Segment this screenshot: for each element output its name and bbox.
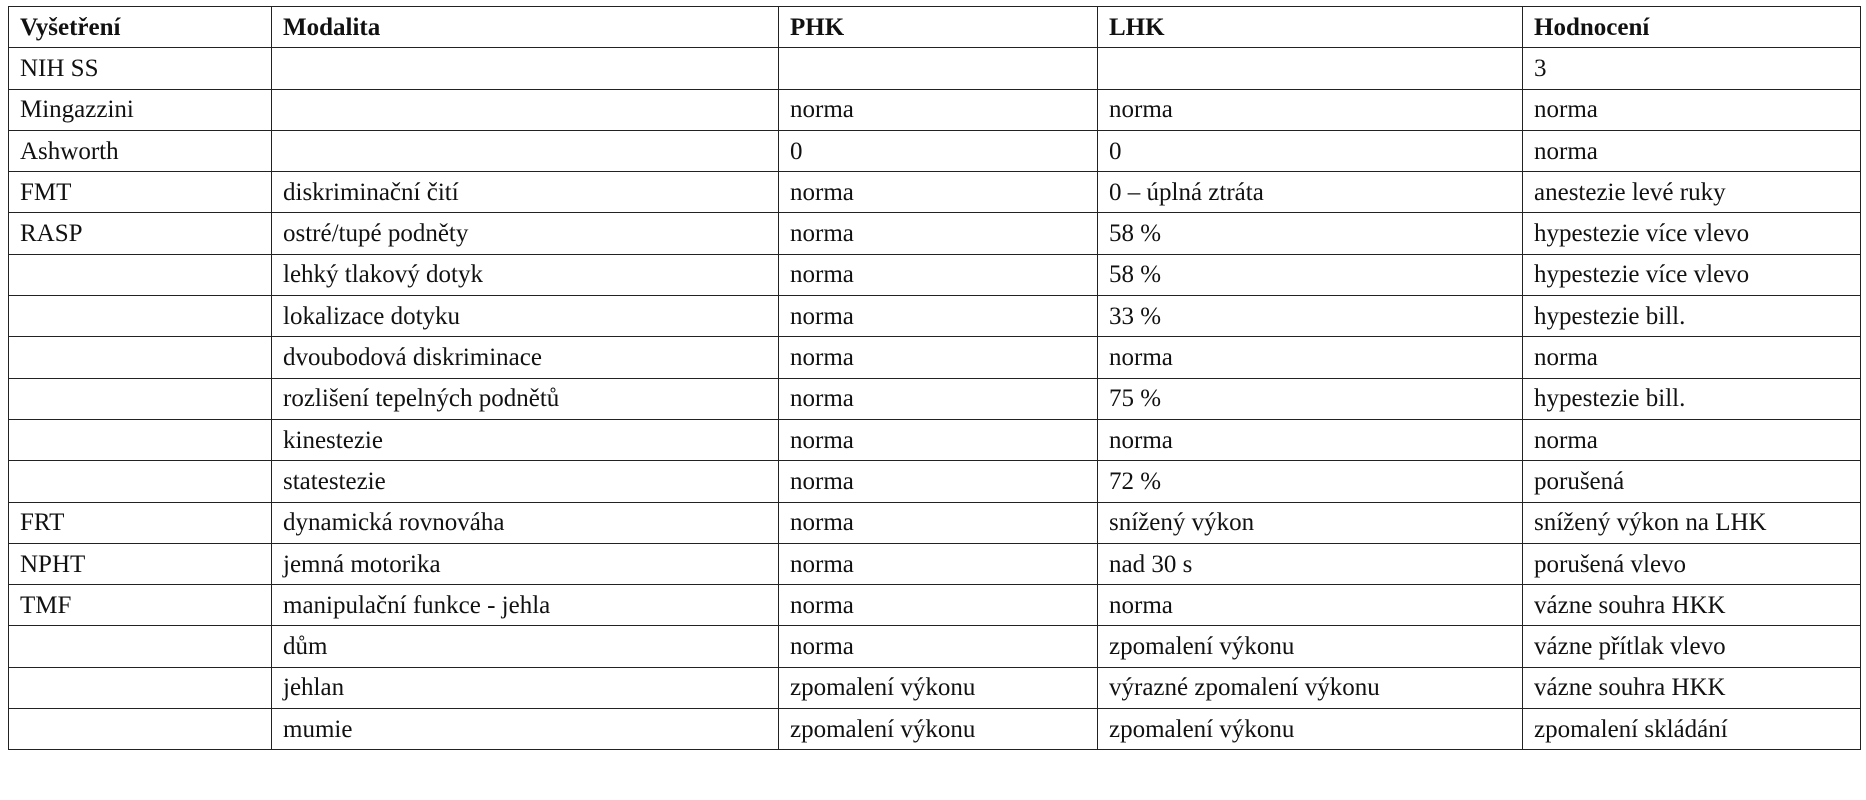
cell-vysetreni: Ashworth	[9, 130, 272, 171]
table-header-row	[9, 7, 1861, 48]
cell-hodnoceni: norma	[1523, 89, 1861, 130]
cell-lhk: zpomalení výkonu	[1098, 626, 1523, 667]
cell-phk: 0	[779, 130, 1098, 171]
cell-lhk: nad 30 s	[1098, 543, 1523, 584]
cell-phk: norma	[779, 585, 1098, 626]
table-row	[9, 337, 1861, 378]
table-row	[9, 419, 1861, 460]
table-row	[9, 296, 1861, 337]
cell-vysetreni: NPHT	[9, 543, 272, 584]
cell-vysetreni: FMT	[9, 172, 272, 213]
cell-modalita: kinestezie	[272, 419, 779, 460]
cell-vysetreni	[9, 254, 272, 295]
cell-hodnoceni: snížený výkon na LHK	[1523, 502, 1861, 543]
cell-vysetreni: RASP	[9, 213, 272, 254]
cell-lhk: 0	[1098, 130, 1523, 171]
cell-lhk: norma	[1098, 419, 1523, 460]
cell-lhk: norma	[1098, 337, 1523, 378]
cell-phk: norma	[779, 254, 1098, 295]
cell-lhk	[1098, 48, 1523, 89]
cell-phk: norma	[779, 378, 1098, 419]
column-header-vysetreni: Vyšetření	[9, 7, 272, 48]
cell-modalita: jemná motorika	[272, 543, 779, 584]
cell-phk: norma	[779, 419, 1098, 460]
cell-lhk: norma	[1098, 585, 1523, 626]
cell-vysetreni	[9, 667, 272, 708]
cell-phk: norma	[779, 502, 1098, 543]
cell-modalita: dynamická rovnováha	[272, 502, 779, 543]
cell-modalita: dvoubodová diskriminace	[272, 337, 779, 378]
cell-modalita: ostré/tupé podněty	[272, 213, 779, 254]
column-header-modalita: Modalita	[272, 7, 779, 48]
column-header-lhk: LHK	[1098, 7, 1523, 48]
cell-hodnoceni: vázne přítlak vlevo	[1523, 626, 1861, 667]
cell-lhk: 0 – úplná ztráta	[1098, 172, 1523, 213]
cell-modalita: lehký tlakový dotyk	[272, 254, 779, 295]
cell-phk: norma	[779, 172, 1098, 213]
cell-modalita: jehlan	[272, 667, 779, 708]
cell-vysetreni: FRT	[9, 502, 272, 543]
cell-phk: norma	[779, 461, 1098, 502]
cell-vysetreni	[9, 419, 272, 460]
cell-phk: norma	[779, 626, 1098, 667]
cell-vysetreni: Mingazzini	[9, 89, 272, 130]
examination-table-container	[8, 6, 1860, 750]
cell-modalita	[272, 89, 779, 130]
cell-lhk: výrazné zpomalení výkonu	[1098, 667, 1523, 708]
cell-lhk: 75 %	[1098, 378, 1523, 419]
cell-vysetreni	[9, 461, 272, 502]
table-row	[9, 585, 1861, 626]
cell-vysetreni	[9, 296, 272, 337]
cell-vysetreni: NIH SS	[9, 48, 272, 89]
cell-hodnoceni: hypestezie více vlevo	[1523, 213, 1861, 254]
cell-phk: norma	[779, 213, 1098, 254]
column-header-hodnoceni: Hodnocení	[1523, 7, 1861, 48]
cell-vysetreni	[9, 337, 272, 378]
cell-modalita: manipulační funkce - jehla	[272, 585, 779, 626]
cell-hodnoceni: norma	[1523, 337, 1861, 378]
cell-hodnoceni: porušená	[1523, 461, 1861, 502]
cell-modalita: lokalizace dotyku	[272, 296, 779, 337]
cell-lhk: 33 %	[1098, 296, 1523, 337]
table-row	[9, 709, 1861, 750]
cell-lhk: norma	[1098, 89, 1523, 130]
cell-hodnoceni: hypestezie bill.	[1523, 296, 1861, 337]
cell-modalita: diskriminační čití	[272, 172, 779, 213]
table-row	[9, 89, 1861, 130]
table-row	[9, 48, 1861, 89]
cell-lhk: zpomalení výkonu	[1098, 709, 1523, 750]
cell-hodnoceni: 3	[1523, 48, 1861, 89]
table-row	[9, 667, 1861, 708]
table-row	[9, 626, 1861, 667]
cell-modalita	[272, 130, 779, 171]
cell-hodnoceni: hypestezie bill.	[1523, 378, 1861, 419]
cell-lhk: snížený výkon	[1098, 502, 1523, 543]
table-row	[9, 461, 1861, 502]
cell-phk: norma	[779, 89, 1098, 130]
cell-vysetreni: TMF	[9, 585, 272, 626]
examination-results-table	[8, 6, 1861, 750]
cell-vysetreni	[9, 626, 272, 667]
cell-modalita: statestezie	[272, 461, 779, 502]
table-row	[9, 254, 1861, 295]
table-row	[9, 130, 1861, 171]
table-row	[9, 543, 1861, 584]
cell-hodnoceni: norma	[1523, 419, 1861, 460]
cell-lhk: 58 %	[1098, 254, 1523, 295]
table-row	[9, 502, 1861, 543]
cell-phk	[779, 48, 1098, 89]
cell-hodnoceni: anestezie levé ruky	[1523, 172, 1861, 213]
cell-hodnoceni: vázne souhra HKK	[1523, 585, 1861, 626]
cell-hodnoceni: porušená vlevo	[1523, 543, 1861, 584]
cell-lhk: 72 %	[1098, 461, 1523, 502]
cell-vysetreni	[9, 709, 272, 750]
table-row	[9, 213, 1861, 254]
table-row	[9, 378, 1861, 419]
cell-phk: norma	[779, 337, 1098, 378]
table-row	[9, 172, 1861, 213]
cell-modalita: dům	[272, 626, 779, 667]
cell-lhk: 58 %	[1098, 213, 1523, 254]
cell-phk: norma	[779, 543, 1098, 584]
cell-phk: zpomalení výkonu	[779, 709, 1098, 750]
cell-phk: zpomalení výkonu	[779, 667, 1098, 708]
cell-modalita: mumie	[272, 709, 779, 750]
cell-hodnoceni: hypestezie více vlevo	[1523, 254, 1861, 295]
cell-modalita: rozlišení tepelných podnětů	[272, 378, 779, 419]
cell-vysetreni	[9, 378, 272, 419]
cell-hodnoceni: norma	[1523, 130, 1861, 171]
cell-modalita	[272, 48, 779, 89]
cell-hodnoceni: vázne souhra HKK	[1523, 667, 1861, 708]
cell-phk: norma	[779, 296, 1098, 337]
column-header-phk: PHK	[779, 7, 1098, 48]
cell-hodnoceni: zpomalení skládání	[1523, 709, 1861, 750]
